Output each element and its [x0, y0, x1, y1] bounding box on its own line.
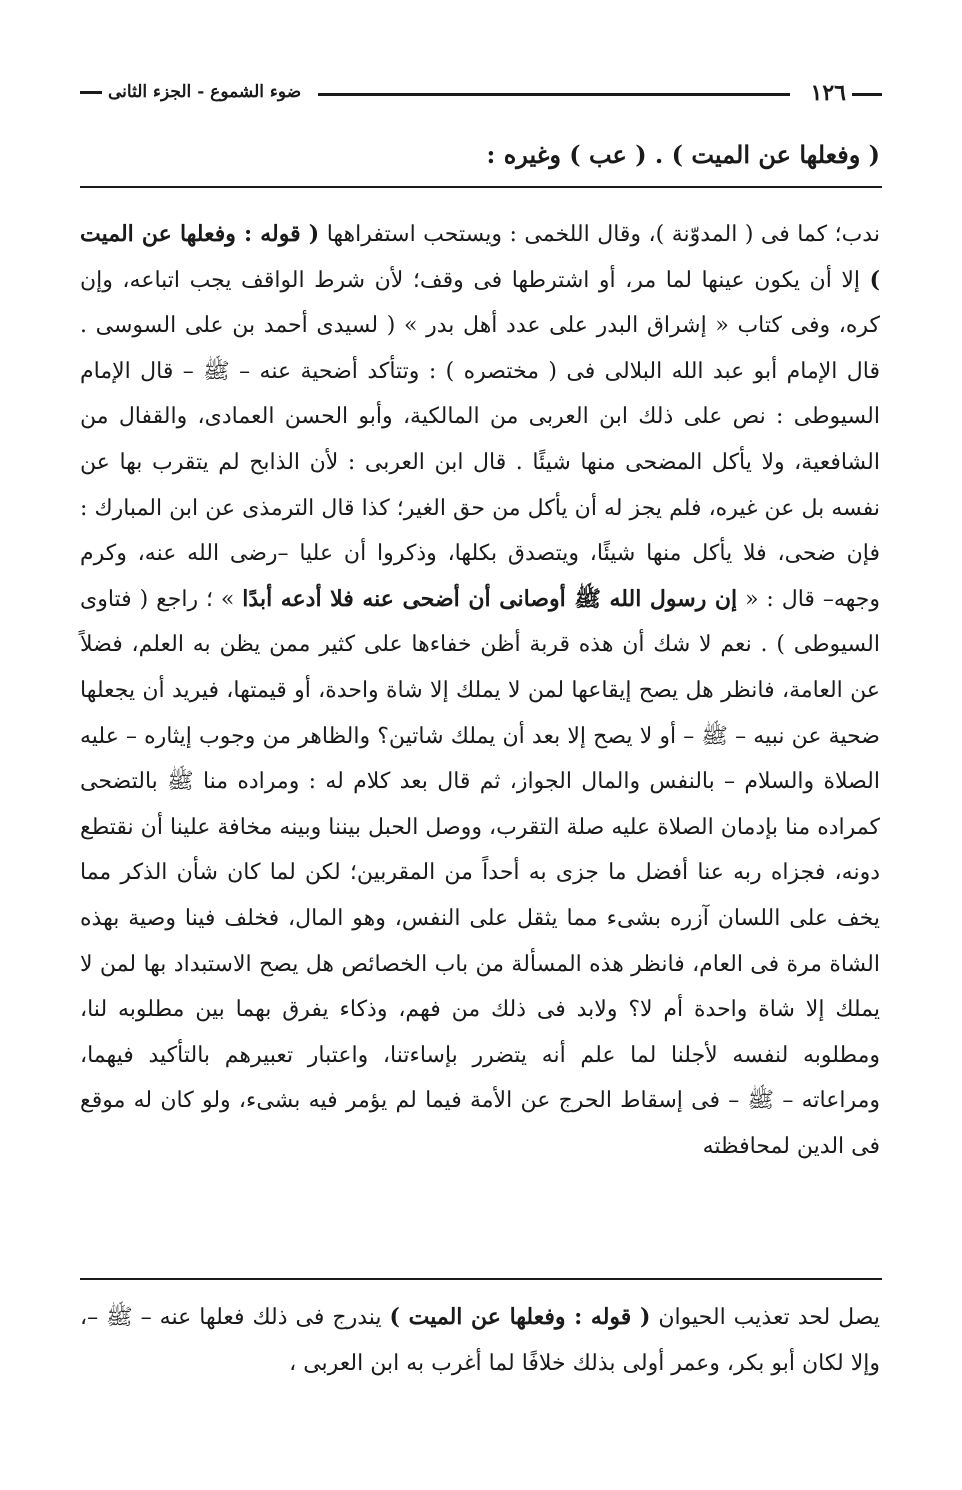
text-segment: ندب؛ كما فى ( المدوّنة )، وقال اللخمى : ويستحب استفراهها [319, 222, 880, 247]
text-segment: إلا أن يكون عينها لما مر، أو اشترطها فى وقف؛ لأن شرط الواقف يجب اتباعه، وإن كره، وفى كتاب « إشراق البدر على عدد أهل بدر » ( لسيدى أحمد بن على السوسى . قال الإمام أبو عبد الله البلالى فى ( مختصره ) : وتتأكد أضحية عنه – ﷺ – قال الإمام السيوطى : نص على ذلك ابن العربى من المالكية، وأبو الحسن العمادى، والقفال من الشافعية، ولا يأكل المضحى منها شيئًا . قال ابن العربى : لأن الذابح لم يتقرب بها عن نفسه بل عن غيره، فلم يجز له أن يأكل من حق الغير؛ كذا قال الترمذى عن ابن المبارك : فإن ضحى، فلا يأكل منها شيئًا، ويتصدق بكلها، وذكروا أن عليا –رضى الله عنه، وكرم وجهه– قال : « [80, 267, 880, 612]
page-header [80, 78, 882, 112]
header-dash-right [852, 93, 882, 96]
text-segment: يندرج فى ذلك فعلها عنه – ﷺ –، وإلا لكان أبو بكر، وعمر أولى بذلك خلافًا لما أغرب به ابن العربى ، [80, 1305, 880, 1376]
matn-separator [80, 186, 882, 188]
text-segment: » ؛ راجع ( فتاوى السيوطى ) . نعم لا شك أن هذه قربة أظن خفاءها على كثير ممن يظن به العلم، فضلاً عن العامة، فانظر هل يصح إيقاعها لمن لا يملك إلا شاة واحدة، أو قيمتها، فيريد أن يجعلها ضحية عن نبيه – ﷺ – أو لا يصح إلا بعد أن يملك شاتين؟ والظاهر من وجوب إيثاره – عليه الصلاة والسلام – بالنفس والمال الجواز، ثم قال بعد كلام له : ومراده منا ﷺ بالتضحى كمراده منا بإدمان الصلاة عليه صلة التقرب، ووصل الحبل بيننا وبينه مخافة علينا أن نقتطع دونه، فجزاه ربه عنا أفضل ما جزى به أحداً من المقربين؛ لكن لما كان شأن الذكر مما يخف على اللسان آزره بشىء مما يثقل على النفس، وهو المال، فخلف فينا وصية بهذه الشاة مرة فى العام، فانظر هذه المسألة من باب الخصائص هل يصح الاستبداد بها لمن لا يملك إلا شاة واحدة أم لا؟ ولابد فى ذلك من فهم، وذكاء يفرق بهما بين مطلوبه لنا، ومطلوبه لنفسه لأجلنا لما علم أنه يتضرر بإساءتنا، واعتبار تعبيرهم بالتأكيد فيهما، ومراعاته – ﷺ – فى إسقاط الحرج عن الأمة فيما لم يؤمر فيه بشىء، ولو كان له موقع فى الدين لمحافظته [80, 586, 881, 1159]
matn-line: ( وفعلها عن الميت ) . ( عب ) وغيره : [486, 140, 880, 169]
page-number: ١٢٦ [811, 80, 882, 106]
quoted-matn-bold: ( قوله : وفعلها عن الميت ) [80, 221, 880, 293]
running-title: ضوء الشموع - الجزء الثانى [80, 82, 301, 102]
header-dash-left [80, 91, 102, 94]
quoted-matn-bold: ( قوله : وفعلها عن الميت ) [389, 1304, 651, 1330]
text-segment: يصل لحد تعذيب الحيوان [650, 1305, 881, 1330]
hadith-quote-bold: إن رسول الله ﷺ أوصانى أن أضحى عنه فلا أدعه أبدًا [242, 585, 738, 612]
commentary-text [80, 212, 880, 1169]
header-rule [318, 93, 790, 96]
lower-commentary-text [80, 1294, 880, 1387]
footnote-separator [80, 1278, 882, 1280]
